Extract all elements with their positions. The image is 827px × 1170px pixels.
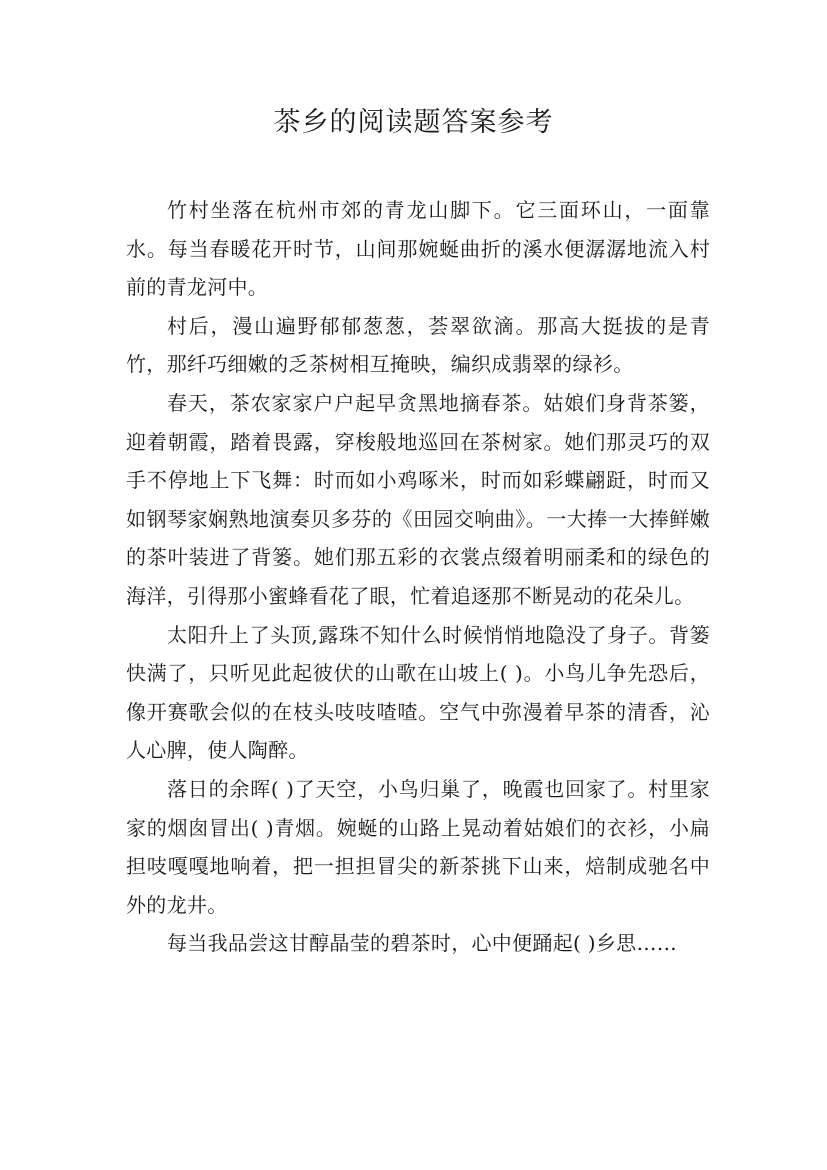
paragraph: 竹村坐落在杭州市郊的青龙山脚下。它三面环山，一面靠水。每当春暖花开时节，山间那婉蜒曲折的溪水便潺潺地流入村前的青龙河中。	[126, 198, 710, 300]
paragraph: 太阳升上了头顶,露珠不知什么时候悄悄地隐没了身子。背篓快满了，只听见此起彼伏的山歌在山坡上( )。小鸟儿争先恐后，像开赛歌会似的在枝头吱吱喳喳。空气中弥漫着早茶的清香，沁人心脾，使人陶醉。	[126, 622, 710, 763]
paragraph: 村后，漫山遍野郁郁葱葱，荟翠欲滴。那高大挺拔的是青竹，那纤巧细嫩的乏茶树相互掩映，编织成翡翠的绿衫。	[126, 313, 710, 377]
paragraph: 落日的余晖( )了天空，小鸟归巢了，晚霞也回家了。村里家家的烟囱冒出( )青烟。婉蜒的山路上晃动着姑娘们的衣衫，小扁担吱嘎嘎地响着，把一担担冒尖的新茶挑下山来，焙制成驰名中外的龙井。	[126, 776, 710, 917]
paragraph: 每当我品尝这甘醇晶莹的碧茶时，心中便踊起( )乡思……	[167, 931, 678, 956]
paragraph: 春天，茶农家家户户起早贪黑地摘春茶。姑娘们身背茶篓，迎着朝霞，踏着畏露，穿梭般地巡回在茶树家。她们那灵巧的双手不停地上下飞舞：时而如小鸡啄米，时而如彩蝶翩跹，时而又如钢琴家娴熟地演奏贝多芬的《田园交响曲》。一大捧一大捧鲜嫩的茶叶装进了背篓。她们那五彩的衣裳点缀着明丽柔和的绿色的海洋，引得那小蜜蜂看花了眼，忙着追逐那不断晃动的花朵儿。	[126, 390, 710, 608]
document-body	[126, 191, 710, 963]
document-title: 茶乡的阅读题答案参考	[273, 107, 554, 138]
